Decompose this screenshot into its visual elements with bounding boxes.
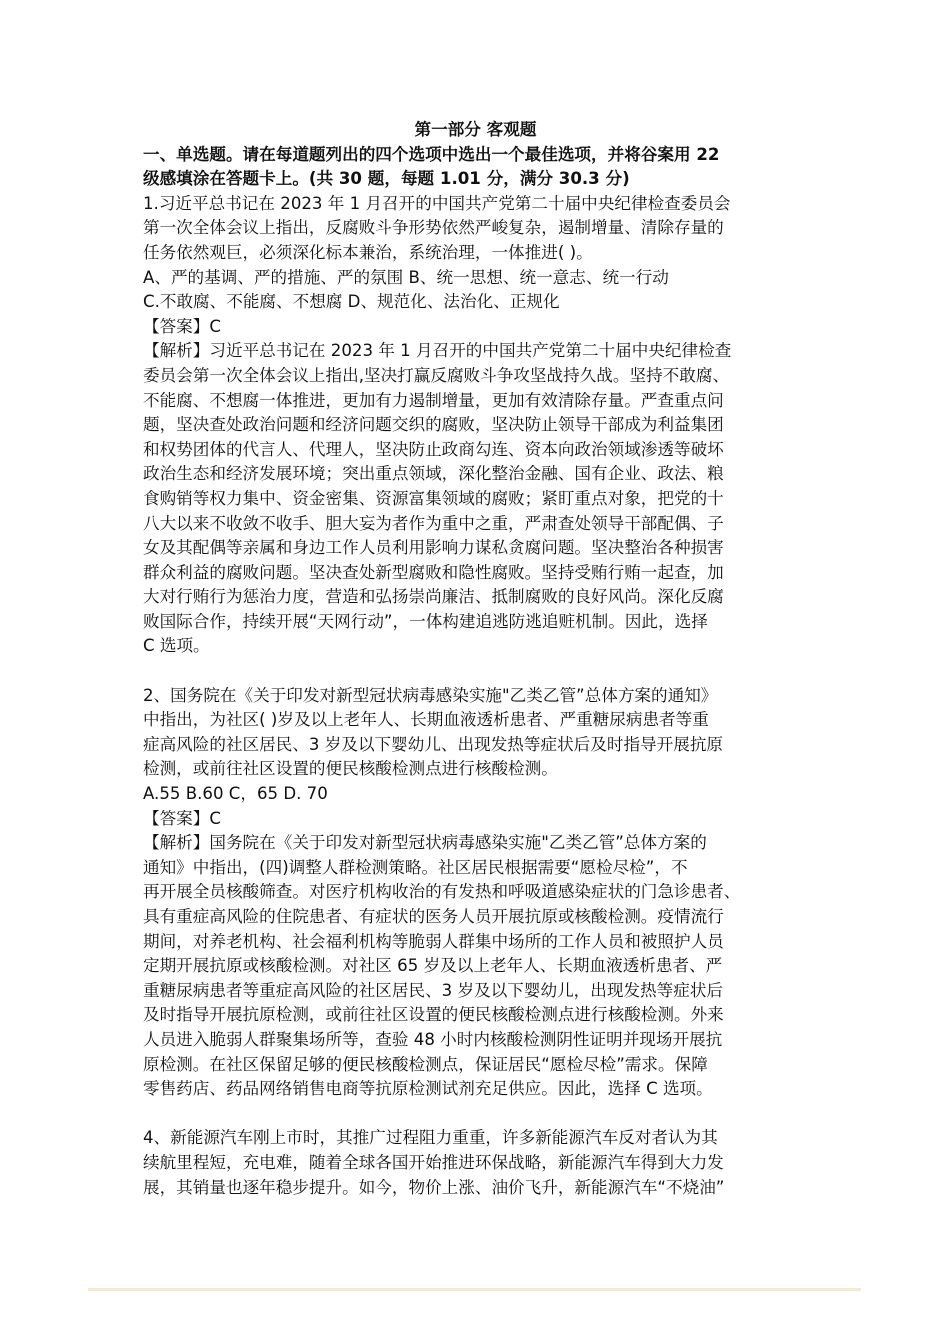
analysis-line: 题，坚决查处政治问题和经济问题交织的腐败，坚决防止领导干部成为利益集团 [143, 415, 724, 435]
analysis-line: 重糖尿病患者等重症高风险的社区居民、3 岁及以下婴幼儿，出现发热等症状后 [143, 980, 724, 1000]
question-stem-line: 1.习近平总书记在 2023 年 1 月召开的中国共产党第二十届中央纪律检查委员会 [143, 193, 731, 213]
analysis-line: 再开展全员核酸筛查。对医疗机构收治的有发热和呼吸道感染症状的门急诊患者、 [143, 882, 741, 902]
analysis-line: 【解析】国务院在《关于印发对新型冠状病毒感染实施"乙类乙管”总体方案的 [143, 833, 707, 853]
analysis-line: 和权势团体的代言人、代理人，坚决防止政商勾连、资本向政治领域渗透等破坏 [143, 439, 724, 459]
analysis-line: 女及其配偶等亲属和身边工作人员利用影响力谋私贪腐问题。坚决整治各种损害 [143, 538, 724, 558]
question-stem-line: 续航里程短，充电难，随着全球各国开始推进环保战略，新能源汽车得到大力发 [143, 1152, 724, 1172]
instruction-line: 一、单选题。请在每道题列出的四个选项中选出一个最佳选项，并将谷案用 22 [143, 144, 720, 164]
document-page [143, 118, 808, 1200]
instruction-line: 级感填涂在答题卡上。(共 30 题，每题 1.01 分，满分 30.3 分) [143, 169, 630, 189]
question-2 [143, 684, 808, 1102]
analysis-line: 具有重症高风险的住院患者、有症状的医务人员开展抗原或核酸检测。疫情流行 [143, 907, 724, 926]
analysis-line: 人员进入脆弱人群聚集场所等，查验 48 小时内核酸检测阴性证明并现场开展抗 [143, 1029, 723, 1049]
question-stem-line: 2、国务院在《关于印发对新型冠状病毒感染实施"乙类乙管”总体方案的通知》 [143, 685, 718, 705]
analysis-line: 食购销等权力集中、资金密集、资源富集领域的腐败；紧盯重点对象，把党的十 [143, 488, 724, 508]
analysis-line: 原检测。在社区保留足够的便民核酸检测点，保证居民“愿检尽检”需求。保障 [143, 1054, 708, 1074]
question-1 [143, 192, 808, 659]
analysis-line: 零售药店、药品网络销售电商等抗原检测试剂充足供应。因此，选择 C 选项。 [143, 1079, 713, 1099]
paragraph-gap [143, 1102, 808, 1127]
analysis-line: 期间，对养老机构、社会福利机构等脆弱人群集中场所的工作人员和被照护人员 [143, 931, 724, 951]
analysis-line: 【解析】习近平总书记在 2023 年 1 月召开的中国共产党第二十届中央纪律检查 [143, 341, 732, 361]
question-stem-line: 检测，或前往社区设置的便民核酸检测点进行核酸检测。 [143, 759, 558, 779]
footer-divider [88, 1288, 861, 1291]
question-stem-line: 4、新能源汽车刚上市时，其推广过程阻力重重，许多新能源汽车反对者认为其 [143, 1128, 718, 1148]
answer-line: 【答案】C [143, 316, 221, 336]
analysis-line: 定期开展抗原或核酸检测。对社区 65 岁及以上老年人、长期血液透析患者、严 [143, 956, 723, 976]
analysis-line: 通知》中指出，(四)调整人群检测策略。社区居民根据需要“愿检尽检”，不 [143, 857, 688, 877]
question-option-line: A、严的基调、严的措施、严的氛围 B、统一思想、统一意志、统一行动 [143, 267, 669, 287]
question-stem-line: 中指出，为社区( )岁及以上老年人、长期血液透析患者、严重糖尿病患者等重 [143, 710, 709, 730]
question-option-line: A.55 B.60 C，65 D. 70 [143, 784, 328, 804]
analysis-line: 委员会第一次全体会议上指出,坚决打赢反腐败斗争攻坚战持久战。坚持不敢腐、 [143, 365, 730, 385]
question-stem-line: 症高风险的社区居民、3 岁及以下婴幼儿、出现发热等症状后及时指导开展抗原 [143, 734, 724, 754]
question-stem-line: 任务依然观巨，必须深化标本兼治，系统治理，一体推进( )。 [143, 242, 593, 262]
part-title: 第一部分 客观题 [414, 120, 537, 139]
analysis-line: 政治生态和经济发展环境；突出重点领域，深化整治金融、国有企业、政法、粮 [143, 464, 724, 484]
analysis-line: 不能腐、不想腐一体推进，更加有力遏制增量，更加有效清除存量。严查重点问 [143, 390, 724, 410]
analysis-line: 八大以来不收敛不收手、胆大妄为者作为重中之重，严肃查处领导干部配偶、子 [143, 513, 724, 533]
analysis-line: 大对行贿行为惩治力度，营造和弘扬崇尚廉洁、抵制腐败的良好风尚。深化反腐 [143, 587, 724, 607]
question-4 [143, 1126, 808, 1200]
question-stem-line: 展，其销量也逐年稳步提升。如今，物价上涨、油价飞升，新能源汽车“不烧油” [143, 1177, 725, 1197]
answer-line: 【答案】C [143, 808, 221, 828]
paragraph-gap [143, 659, 808, 684]
analysis-line: C 选项。 [143, 636, 210, 656]
analysis-line: 及时指导开展抗原检测，或前往社区设置的便民核酸检测点进行核酸检测。外来 [143, 1005, 724, 1025]
question-stem-line: 第一次全体会议上指出，反腐败斗争形势依然严峻复杂，遏制增量、清除存量的 [143, 218, 724, 238]
analysis-line: 群众利益的腐败问题。坚决查处新型腐败和隐性腐败。坚持受贿行贿一起查，加 [143, 562, 724, 582]
analysis-line: 败国际合作，持续开展“天网行动”，一体构建追逃防逃追赃机制。因此，选择 [143, 611, 708, 631]
question-option-line: C.不敢腐、不能腐、不想腐 D、规范化、法治化、正规化 [143, 292, 560, 312]
